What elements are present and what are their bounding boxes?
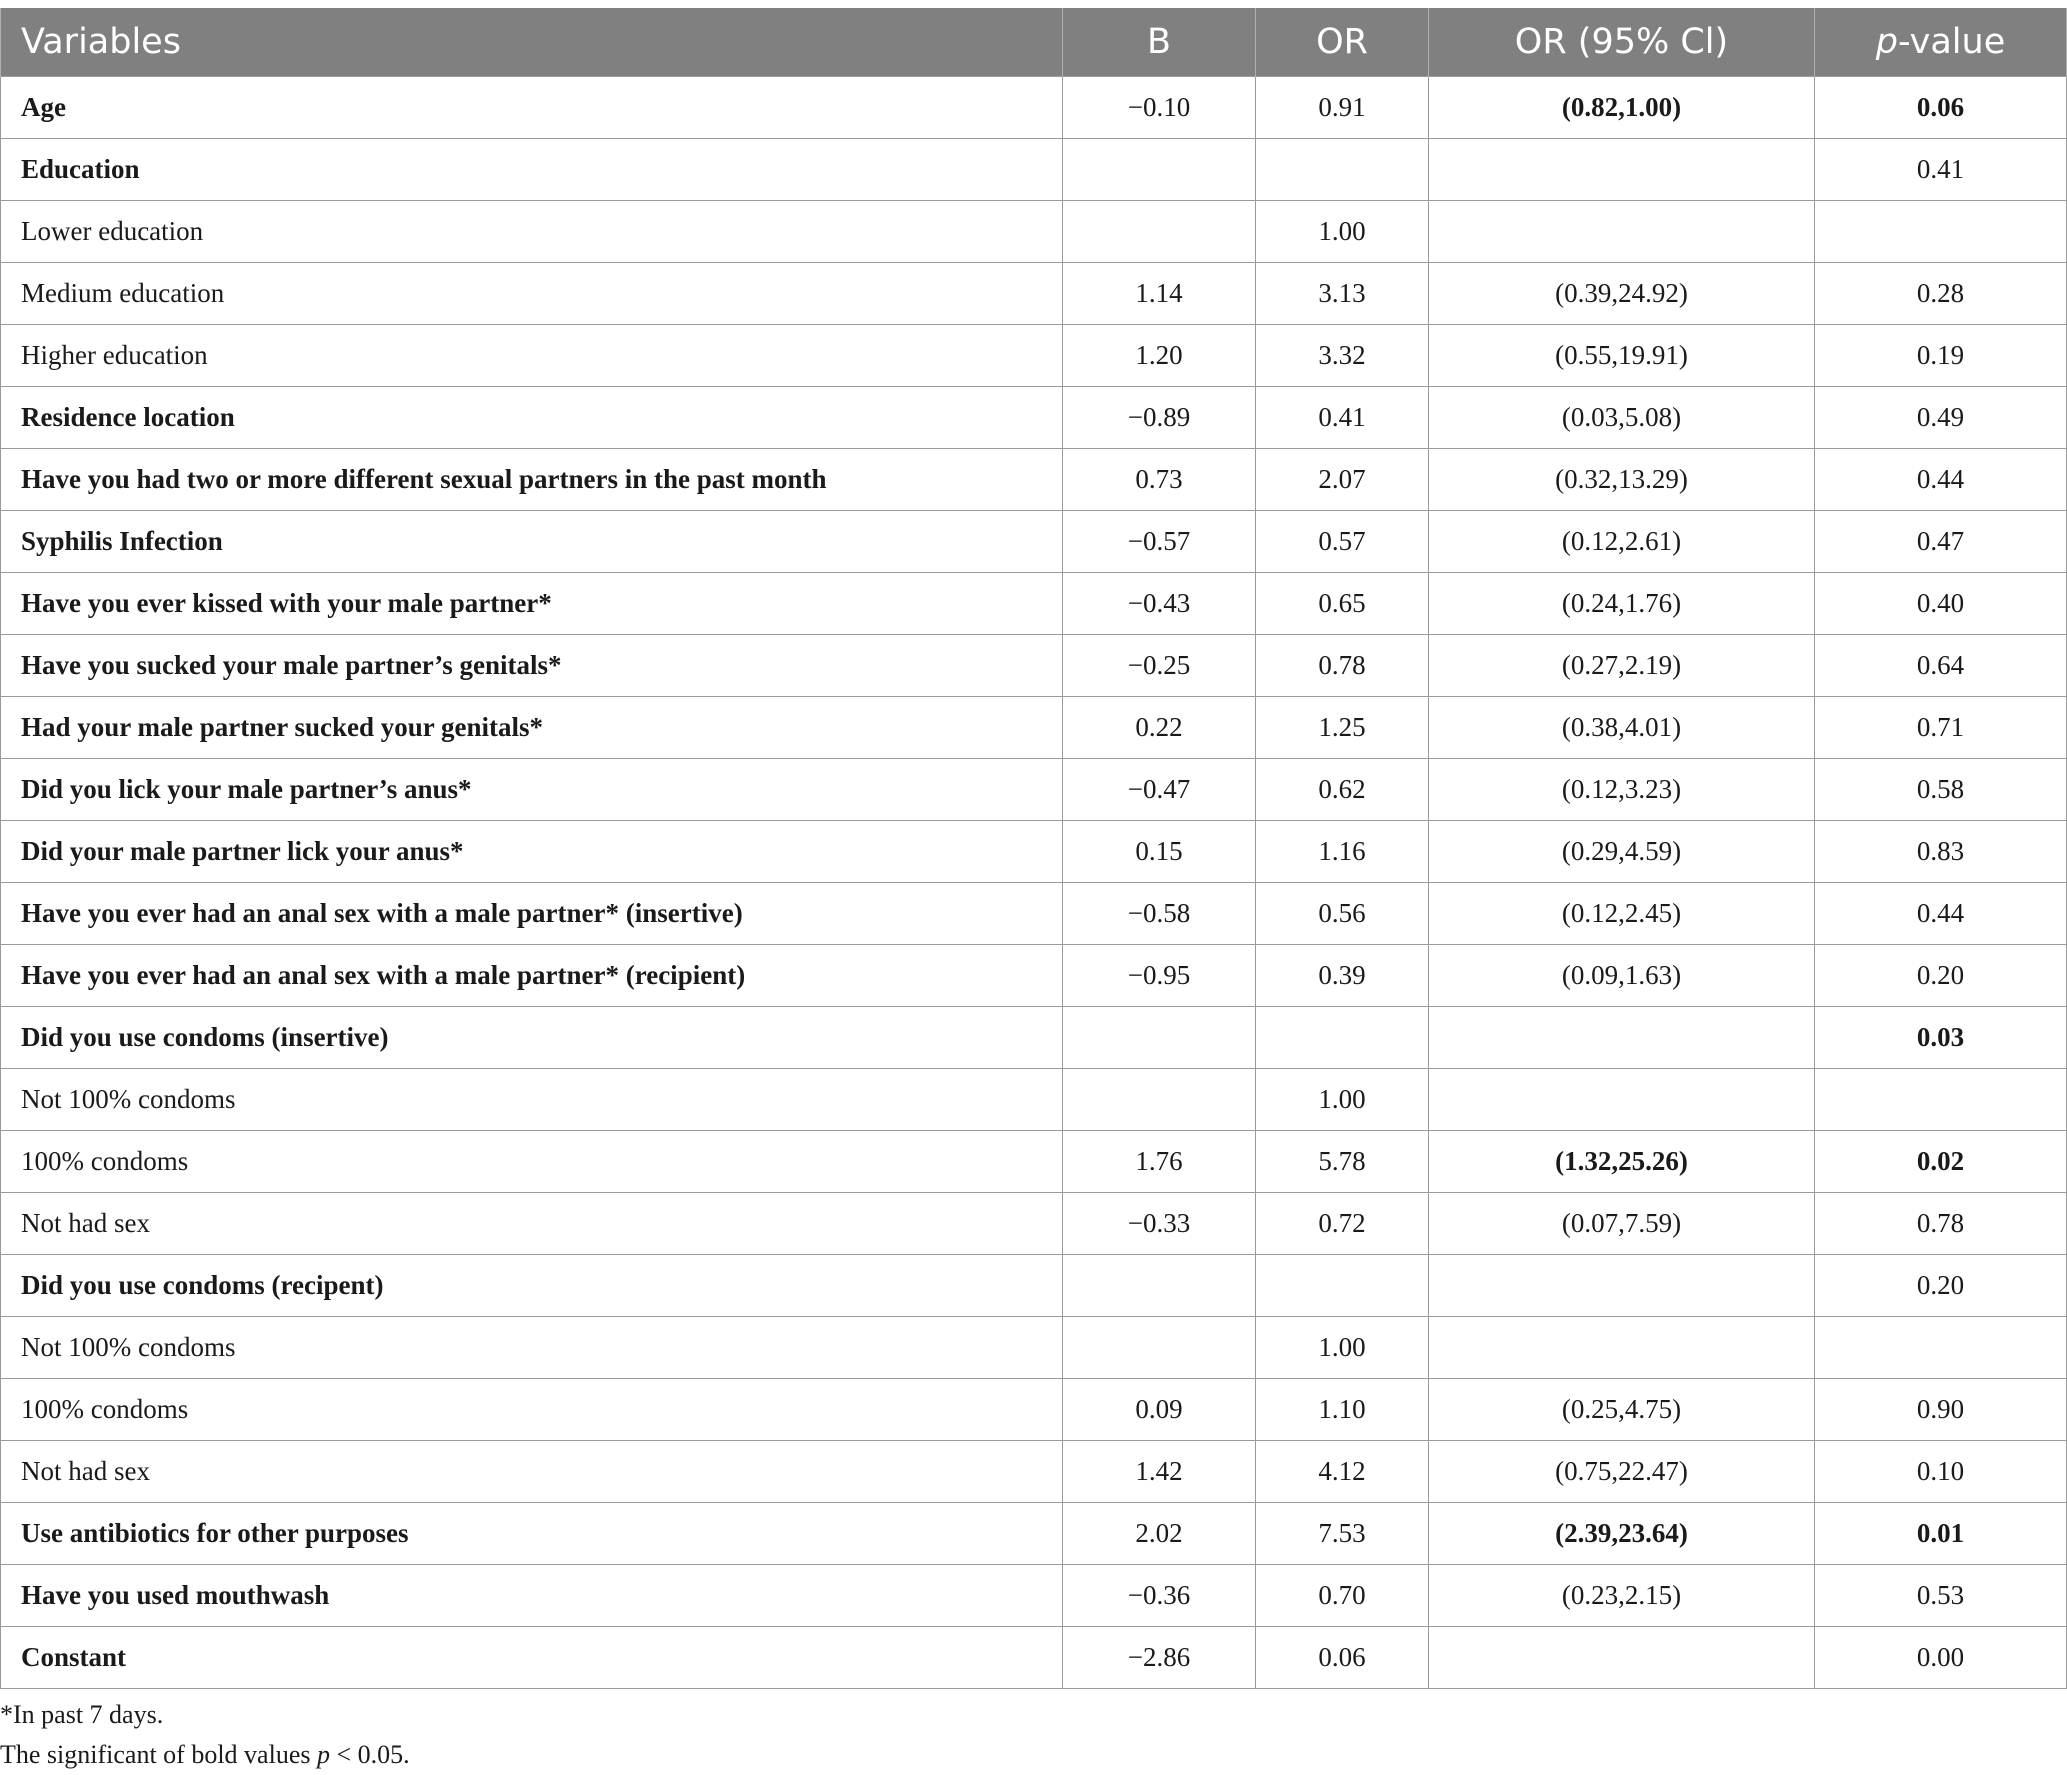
cell-or: 1.00 <box>1256 1069 1429 1131</box>
table-row <box>1 1193 2067 1255</box>
cell-p-value: 0.41 <box>1815 139 2067 201</box>
table-row <box>1 1255 2067 1317</box>
table-row <box>1 759 2067 821</box>
header-ci: OR (95% Cl) <box>1429 8 1815 77</box>
cell-b <box>1063 1007 1256 1069</box>
cell-ci: (0.25,4.75) <box>1429 1379 1815 1441</box>
cell-or: 7.53 <box>1256 1503 1429 1565</box>
footnote-bold-suffix: < 0.05. <box>329 1740 410 1769</box>
cell-variable: Have you used mouthwash <box>1 1565 1063 1627</box>
cell-p-value: 0.02 <box>1815 1131 2067 1193</box>
cell-variable: Not had sex <box>1 1193 1063 1255</box>
cell-b: 1.76 <box>1063 1131 1256 1193</box>
cell-or: 1.16 <box>1256 821 1429 883</box>
cell-p-value: 0.90 <box>1815 1379 2067 1441</box>
cell-b: −0.10 <box>1063 77 1256 139</box>
cell-ci: (0.55,19.91) <box>1429 325 1815 387</box>
cell-variable: Had your male partner sucked your genitals* <box>1 697 1063 759</box>
cell-variable: Have you had two or more different sexual partners in the past month <box>1 449 1063 511</box>
cell-or: 5.78 <box>1256 1131 1429 1193</box>
cell-b: 0.22 <box>1063 697 1256 759</box>
cell-b: 1.14 <box>1063 263 1256 325</box>
cell-b: 2.02 <box>1063 1503 1256 1565</box>
cell-variable: Not 100% condoms <box>1 1317 1063 1379</box>
footnotes <box>0 1695 410 1775</box>
cell-b: 0.15 <box>1063 821 1256 883</box>
cell-b: 0.73 <box>1063 449 1256 511</box>
cell-or: 3.13 <box>1256 263 1429 325</box>
cell-b: −0.33 <box>1063 1193 1256 1255</box>
cell-b: −0.95 <box>1063 945 1256 1007</box>
cell-p-value: 0.06 <box>1815 77 2067 139</box>
cell-ci: (0.32,13.29) <box>1429 449 1815 511</box>
cell-ci: (0.09,1.63) <box>1429 945 1815 1007</box>
cell-p-value: 0.49 <box>1815 387 2067 449</box>
cell-ci: (2.39,23.64) <box>1429 1503 1815 1565</box>
cell-p-value: 0.64 <box>1815 635 2067 697</box>
header-b: B <box>1063 8 1256 77</box>
cell-ci: (0.12,2.61) <box>1429 511 1815 573</box>
cell-variable: Did your male partner lick your anus* <box>1 821 1063 883</box>
cell-variable: Did you lick your male partner’s anus* <box>1 759 1063 821</box>
cell-p-value <box>1815 201 2067 263</box>
cell-variable: Age <box>1 77 1063 139</box>
table-row <box>1 1627 2067 1689</box>
cell-variable: Syphilis Infection <box>1 511 1063 573</box>
cell-or: 0.56 <box>1256 883 1429 945</box>
cell-ci <box>1429 139 1815 201</box>
cell-ci: (0.38,4.01) <box>1429 697 1815 759</box>
cell-or: 1.00 <box>1256 201 1429 263</box>
cell-ci <box>1429 1317 1815 1379</box>
cell-variable: Medium education <box>1 263 1063 325</box>
table-row <box>1 697 2067 759</box>
table-row <box>1 387 2067 449</box>
cell-ci: (0.75,22.47) <box>1429 1441 1815 1503</box>
cell-ci: (0.82,1.00) <box>1429 77 1815 139</box>
cell-or: 2.07 <box>1256 449 1429 511</box>
cell-or: 1.10 <box>1256 1379 1429 1441</box>
cell-p-value: 0.00 <box>1815 1627 2067 1689</box>
table-row <box>1 263 2067 325</box>
cell-variable: Have you ever had an anal sex with a male partner* (recipient) <box>1 945 1063 1007</box>
table-row <box>1 1441 2067 1503</box>
cell-or: 0.72 <box>1256 1193 1429 1255</box>
cell-or: 0.39 <box>1256 945 1429 1007</box>
cell-ci: (0.07,7.59) <box>1429 1193 1815 1255</box>
cell-b: 1.42 <box>1063 1441 1256 1503</box>
cell-or <box>1256 1255 1429 1317</box>
cell-or: 0.91 <box>1256 77 1429 139</box>
footnote-bold-note <box>0 1735 410 1775</box>
cell-or: 0.57 <box>1256 511 1429 573</box>
cell-ci: (0.27,2.19) <box>1429 635 1815 697</box>
cell-or <box>1256 1007 1429 1069</box>
regression-table <box>0 8 2067 1689</box>
cell-b: −0.25 <box>1063 635 1256 697</box>
cell-b: −0.47 <box>1063 759 1256 821</box>
cell-p-value: 0.47 <box>1815 511 2067 573</box>
cell-ci <box>1429 1007 1815 1069</box>
cell-ci <box>1429 201 1815 263</box>
cell-variable: Constant <box>1 1627 1063 1689</box>
cell-variable: 100% condoms <box>1 1131 1063 1193</box>
cell-p-value: 0.20 <box>1815 945 2067 1007</box>
header-p-italic: p <box>1875 22 1898 62</box>
cell-variable: Did you use condoms (insertive) <box>1 1007 1063 1069</box>
table-row <box>1 573 2067 635</box>
cell-p-value: 0.58 <box>1815 759 2067 821</box>
cell-b: −0.36 <box>1063 1565 1256 1627</box>
cell-p-value: 0.10 <box>1815 1441 2067 1503</box>
cell-variable: Have you ever had an anal sex with a male partner* (insertive) <box>1 883 1063 945</box>
table-row <box>1 635 2067 697</box>
table-container <box>0 8 2067 1689</box>
header-p-rest: -value <box>1897 22 2006 62</box>
header-variables: Variables <box>1 8 1063 77</box>
table-row <box>1 139 2067 201</box>
cell-b: 0.09 <box>1063 1379 1256 1441</box>
cell-or: 0.06 <box>1256 1627 1429 1689</box>
cell-p-value: 0.44 <box>1815 883 2067 945</box>
cell-or: 0.62 <box>1256 759 1429 821</box>
cell-ci: (0.39,24.92) <box>1429 263 1815 325</box>
cell-b: −0.58 <box>1063 883 1256 945</box>
header-row <box>1 8 2067 77</box>
cell-variable: Not had sex <box>1 1441 1063 1503</box>
table-row <box>1 883 2067 945</box>
cell-b: −0.89 <box>1063 387 1256 449</box>
cell-b <box>1063 1069 1256 1131</box>
cell-or: 3.32 <box>1256 325 1429 387</box>
cell-p-value: 0.78 <box>1815 1193 2067 1255</box>
cell-ci: (1.32,25.26) <box>1429 1131 1815 1193</box>
cell-variable: Have you sucked your male partner’s genitals* <box>1 635 1063 697</box>
table-row <box>1 77 2067 139</box>
header-p-value <box>1815 8 2067 77</box>
cell-or: 1.00 <box>1256 1317 1429 1379</box>
cell-b <box>1063 139 1256 201</box>
table-row <box>1 1069 2067 1131</box>
cell-p-value: 0.28 <box>1815 263 2067 325</box>
cell-ci: (0.03,5.08) <box>1429 387 1815 449</box>
cell-variable: Higher education <box>1 325 1063 387</box>
cell-or: 0.41 <box>1256 387 1429 449</box>
cell-p-value: 0.53 <box>1815 1565 2067 1627</box>
cell-variable: Lower education <box>1 201 1063 263</box>
cell-variable: Not 100% condoms <box>1 1069 1063 1131</box>
cell-or: 1.25 <box>1256 697 1429 759</box>
table-row <box>1 821 2067 883</box>
cell-b <box>1063 1255 1256 1317</box>
cell-or: 0.70 <box>1256 1565 1429 1627</box>
cell-p-value: 0.01 <box>1815 1503 2067 1565</box>
table-row <box>1 945 2067 1007</box>
cell-variable: Have you ever kissed with your male partner* <box>1 573 1063 635</box>
cell-variable: Use antibiotics for other purposes <box>1 1503 1063 1565</box>
cell-ci: (0.23,2.15) <box>1429 1565 1815 1627</box>
footnote-bold-p: p <box>316 1740 330 1769</box>
table-row <box>1 1317 2067 1379</box>
table-row <box>1 1565 2067 1627</box>
cell-p-value: 0.03 <box>1815 1007 2067 1069</box>
cell-ci: (0.29,4.59) <box>1429 821 1815 883</box>
cell-p-value: 0.20 <box>1815 1255 2067 1317</box>
cell-p-value <box>1815 1317 2067 1379</box>
table-row <box>1 1503 2067 1565</box>
table-row <box>1 511 2067 573</box>
cell-ci <box>1429 1255 1815 1317</box>
cell-b: 1.20 <box>1063 325 1256 387</box>
cell-b <box>1063 201 1256 263</box>
cell-b <box>1063 1317 1256 1379</box>
table-row <box>1 201 2067 263</box>
table-row <box>1 1379 2067 1441</box>
cell-or: 4.12 <box>1256 1441 1429 1503</box>
cell-ci <box>1429 1627 1815 1689</box>
table-row <box>1 449 2067 511</box>
cell-b: −2.86 <box>1063 1627 1256 1689</box>
cell-p-value: 0.83 <box>1815 821 2067 883</box>
cell-p-value: 0.19 <box>1815 325 2067 387</box>
cell-ci: (0.12,2.45) <box>1429 883 1815 945</box>
cell-ci <box>1429 1069 1815 1131</box>
cell-or: 0.78 <box>1256 635 1429 697</box>
table-row <box>1 325 2067 387</box>
header-or: OR <box>1256 8 1429 77</box>
cell-variable: Education <box>1 139 1063 201</box>
cell-p-value <box>1815 1069 2067 1131</box>
footnote-asterisk: *In past 7 days. <box>0 1700 164 1729</box>
cell-or <box>1256 139 1429 201</box>
cell-ci: (0.24,1.76) <box>1429 573 1815 635</box>
cell-variable: 100% condoms <box>1 1379 1063 1441</box>
cell-b: −0.57 <box>1063 511 1256 573</box>
table-row <box>1 1131 2067 1193</box>
table-body <box>1 77 2067 1689</box>
table-row <box>1 1007 2067 1069</box>
cell-p-value: 0.71 <box>1815 697 2067 759</box>
cell-p-value: 0.44 <box>1815 449 2067 511</box>
cell-p-value: 0.40 <box>1815 573 2067 635</box>
cell-ci: (0.12,3.23) <box>1429 759 1815 821</box>
cell-variable: Did you use condoms (recipent) <box>1 1255 1063 1317</box>
footnote-bold-prefix: The significant of bold values <box>0 1740 317 1769</box>
cell-b: −0.43 <box>1063 573 1256 635</box>
cell-variable: Residence location <box>1 387 1063 449</box>
cell-or: 0.65 <box>1256 573 1429 635</box>
